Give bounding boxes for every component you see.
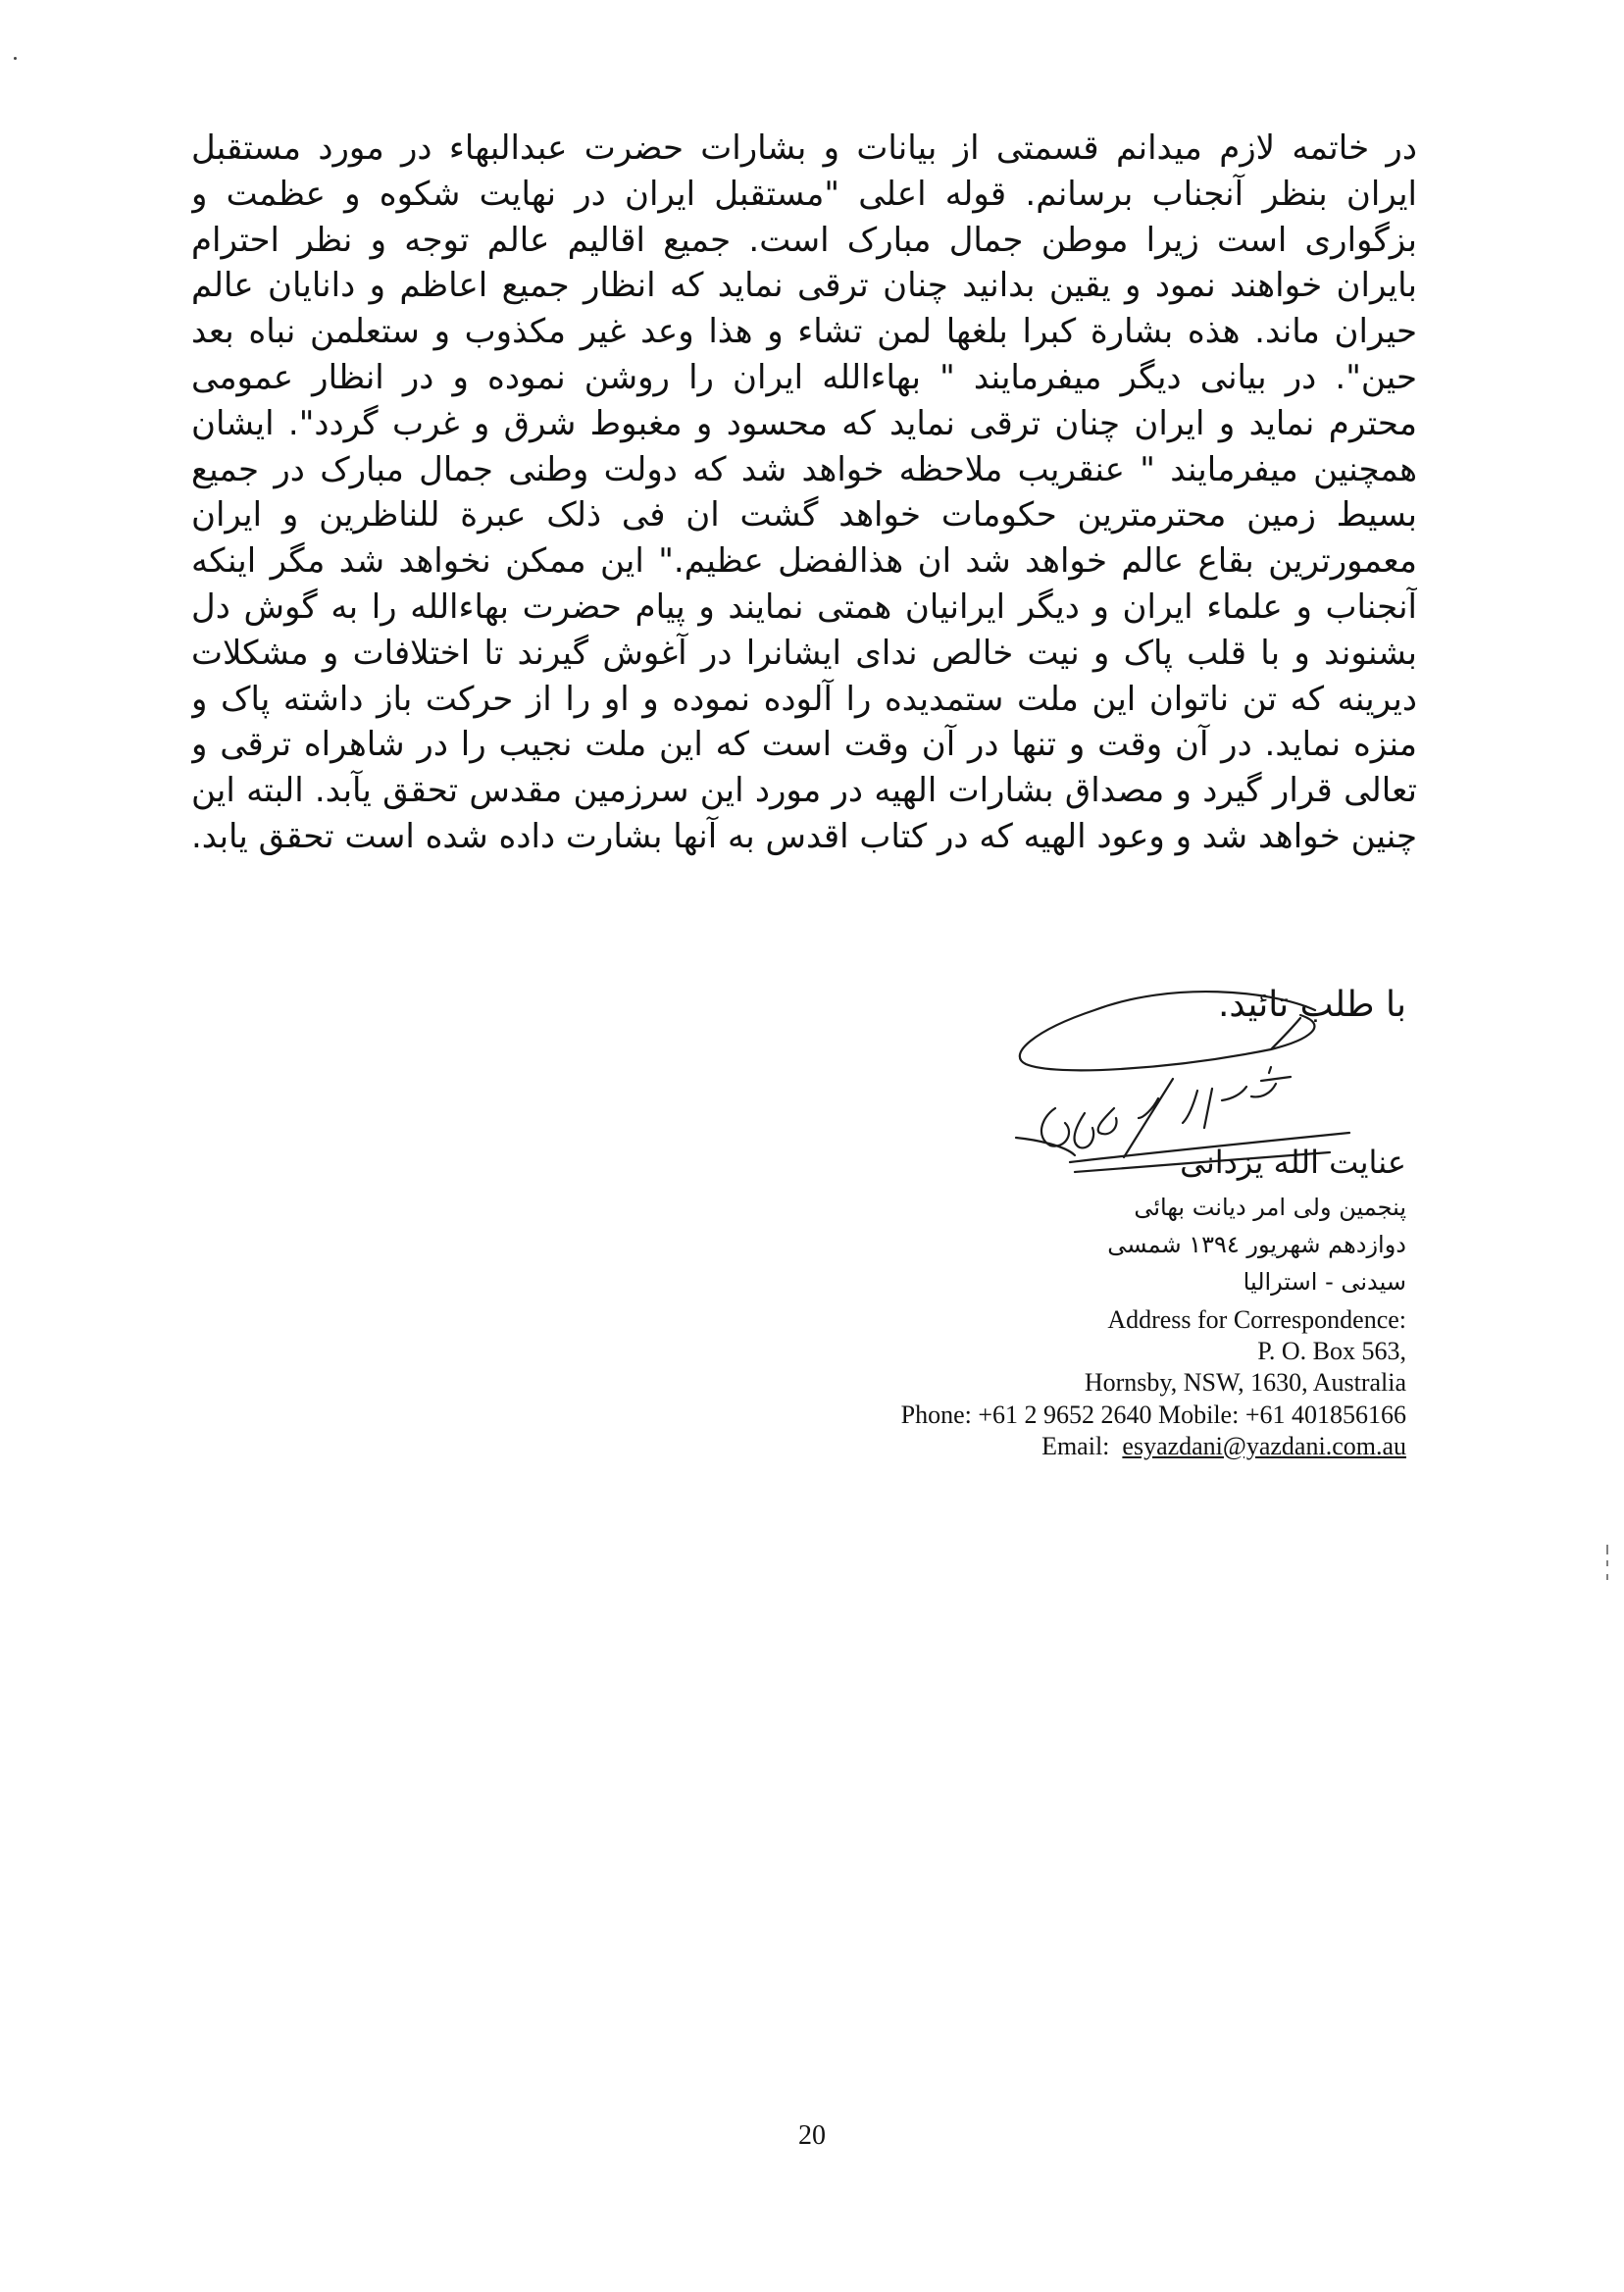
signer-name: عنایت الله یزدانی: [1180, 1144, 1406, 1181]
scan-speck: [14, 57, 17, 60]
body-line: بایران خواهند نمود و یقین بدانید چنان ترقی نماید که انظار جمیع اعاظم و دانایان عالم: [191, 266, 1417, 306]
email-link[interactable]: esyazdani@yazdani.com.au: [1122, 1431, 1406, 1460]
signer-title: پنجمین ولی امر دیانت بهائی: [1134, 1194, 1406, 1221]
address-heading: Address for Correspondence:: [1107, 1305, 1406, 1334]
body-line: ایران بنظر آنجناب برسانم. قوله اعلی "مستقبل ایران در نهایت شکوه و عظمت و: [191, 174, 1417, 214]
address-email-row: [901, 1431, 1406, 1462]
body-line: بزگواری است زیرا موطن جمال مبارک است. جمیع اقالیم عالم توجه و نظر احترام: [191, 220, 1417, 260]
body-line: تعالی قرار گیرد و مصداق بشارات الهیه در مورد این سرزمین مقدس تحقق یآبد. البته این: [191, 771, 1417, 811]
scan-edge-mark: [1605, 1545, 1609, 1584]
body-line: بسیط زمین محترمترین حکومات خواهد گشت ان فی ذلک عبرة للناظرین و ایران: [191, 495, 1417, 535]
date-line: دوازدهم شهریور ۱۳۹٤ شمسی: [1107, 1231, 1406, 1258]
body-line: معمورترین بقاع عالم خواهد شد ان هذالفضل عظیم." این ممکن نخواهد شد مگر اینکه: [191, 541, 1417, 582]
address-city: Hornsby, NSW, 1630, Australia: [1084, 1368, 1406, 1398]
correspondence-address: [901, 1304, 1406, 1462]
body-line: بشنوند و با قلب پاک و نیت خالص ندای ایشانرا در آغوش گیرند تا اختلافات و مشکلات: [191, 633, 1417, 673]
address-phone: Phone: +61 2 9652 2640 Mobile: +61 401856166: [900, 1400, 1406, 1429]
body-line: دیرینه که تن ناتوان این ملت ستمدیده را آلوده نموده و او را از حرکت باز داشته پاک و: [191, 679, 1417, 719]
body-line: آنجناب و علماء ایران و دیگر ایرانیان همتی نمایند و پیام حضرت بهاءالله را به گوش دل: [191, 586, 1417, 627]
page-number: 20: [798, 2120, 826, 2151]
body-line: همچنین میفرمایند " عنقریب ملاحظه خواهد شد که دولت وطنی جمال مبارک در جمیع: [191, 449, 1417, 489]
body-line: محترم نماید و ایران چنان ترقی نماید که محسود و مغبوط شرق و غرب گردد". ایشان: [191, 403, 1417, 443]
location-line: سیدنی - استرالیا: [1243, 1268, 1406, 1296]
body-line: در خاتمه لازم میدانم قسمتی از بیانات و بشارات حضرت عبدالبهاء در مورد مستقبل: [191, 128, 1417, 168]
email-label: Email:: [1041, 1431, 1110, 1460]
body-line: حیران ماند. هذه بشارة کبرا بلغها لمن تشاء و هذا وعد غیر مکذوب و ستعلمن نباه بعد: [191, 312, 1417, 352]
body-line: حین". در بیانی دیگر میفرمایند " بهاءالله ایران را روشن نموده و در انظار عمومی: [191, 357, 1417, 397]
closing-salutation: با طلب تائید.: [1217, 985, 1406, 1025]
address-po-box: P. O. Box 563,: [1257, 1337, 1406, 1366]
body-line: چنین خواهد شد و وعود الهیه که در کتاب اقدس به آنها بشارت داده شده است تحقق یابد.: [191, 816, 1417, 856]
body-line: منزه نماید. در آن وقت و تنها در آن وقت است که این ملت نجیب را در شاهراه ترقی و: [191, 725, 1417, 765]
letter-body: [191, 126, 1417, 860]
